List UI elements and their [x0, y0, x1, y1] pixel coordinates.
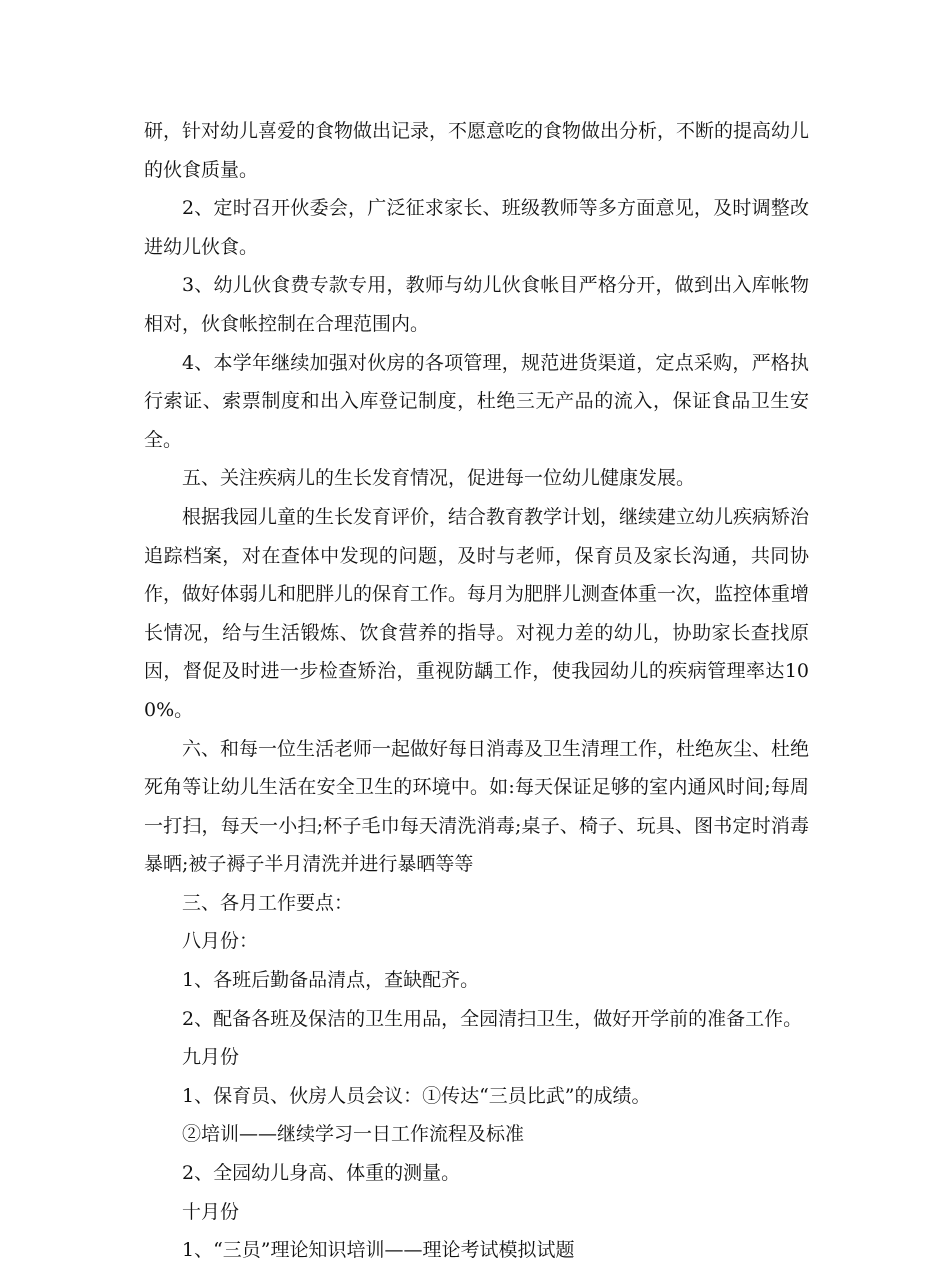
paragraph: 根据我园儿童的生长发育评价，结合教育教学计划，继续建立幼儿疾病矫治追踪档案，对在查体中发现的问题，及时与老师，保育员及家长沟通，共同协作，做好体弱儿和肥胖儿的保育工作。每月为肥胖儿测查体重一次，监控体重增长情况，给与生活锻炼、饮食营养的指导。对视力差的幼儿，协助家长查找原因，督促及时进一步检查矫治，重视防龋工作，使我园幼儿的疾病管理率达100%。: [144, 505, 810, 721]
month-heading: 十月份: [182, 1200, 240, 1223]
paragraph: 4、本学年继续加强对伙房的各项管理，规范进货渠道，定点采购，严格执行索证、索票制度和出入库登记制度，杜绝三无产品的流入，保证食品卫生安全。: [144, 351, 809, 451]
list-item: 2、配备各班及保洁的卫生用品，全园清扫卫生，做好开学前的准备工作。: [182, 1007, 803, 1030]
document-body: [144, 112, 809, 1270]
list-item: 2、全园幼儿身高、体重的测量。: [182, 1162, 461, 1185]
list-item: ②培训——继续学习一日工作流程及标准: [182, 1123, 525, 1146]
section-heading: 三、各月工作要点：: [182, 891, 354, 914]
paragraph: 研，针对幼儿喜爱的食物做出记录，不愿意吃的食物做出分析，不断的提高幼儿的伙食质量。: [144, 120, 810, 181]
month-heading: 八月份：: [182, 930, 259, 953]
list-item: 1、保育员、伙房人员会议：①传达“三员比武”的成绩。: [182, 1084, 651, 1107]
month-heading: 九月份: [182, 1046, 240, 1069]
list-item: 1、“三员”理论知识培训——理论考试模拟试题: [182, 1239, 575, 1262]
paragraph: 2、定时召开伙委会，广泛征求家长、班级教师等多方面意见，及时调整改进幼儿伙食。: [144, 197, 809, 258]
paragraph: 六、和每一位生活老师一起做好每日消毒及卫生清理工作，杜绝灰尘、杜绝死角等让幼儿生活在安全卫生的环境中。如:每天保证足够的室内通风时间;每周一打扫，每天一小扫;杯子毛巾每天清洗消毒;桌子、椅子、玩具、图书定时消毒暴晒;被子褥子半月清洗并进行暴晒等等: [144, 737, 810, 876]
section-heading: 五、关注疾病儿的生长发育情况，促进每一位幼儿健康发展。: [182, 467, 696, 490]
list-item: 1、各班后勤备品清点，查缺配齐。: [182, 969, 480, 992]
paragraph: 3、幼儿伙食费专款专用，教师与幼儿伙食帐目严格分开，做到出入库帐物相对，伙食帐控制在合理范围内。: [144, 274, 809, 335]
